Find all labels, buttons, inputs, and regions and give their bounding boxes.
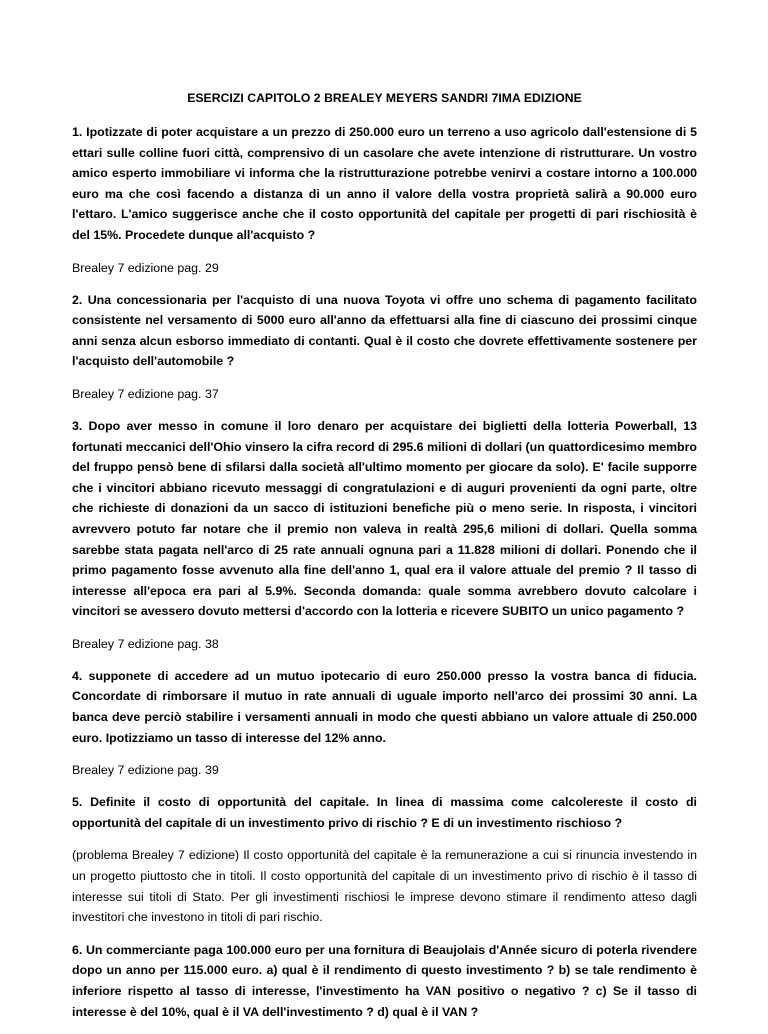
reference-1: Brealey 7 edizione pag. 29 [72,260,219,275]
question-2: 2. Una concessionaria per l'acquisto di una nuova Toyota vi offre uno schema di pagamento facilitato consistente nel versamento di 5000 euro all'anno da effettuarsi alla fine di ciascuno dei prossimi cinque anni senza alcun esborso immediato di contanti. Qual è il costo che dovrete effettivamente sostenere per l'acquisto dell'automobile ? [72,292,697,369]
reference-3: Brealey 7 edizione pag. 38 [72,636,219,651]
document-title: ESERCIZI CAPITOLO 2 BREALEY MEYERS SANDRI 7IMA EDIZIONE [187,91,582,105]
reference-4: Brealey 7 edizione pag. 39 [72,763,219,778]
reference-2: Brealey 7 edizione pag. 37 [72,386,219,401]
question-1: 1. Ipotizzate di poter acquistare a un prezzo di 250.000 euro un terreno a uso agricolo dall'estensione di 5 ettari sulle colline fuori città, comprensivo di un casolare che avete intenzione di ristrutturare. Un vostro amico esperto immobiliare vi informa che la ristrutturazione potrebbe venirvi a costare intorno a 100.000 euro ma che così facendo a distanza di un anno il valore della vostra proprietà salirà a 90.000 euro l'ettaro. L'amico suggerisce anche che il costo opportunità del capitale per progetti di pari rischiosità è del 15%. Procedete dunque all'acquisto ? [72,125,697,242]
document-page [72,88,697,1034]
question-6: 6. Un commerciante paga 100.000 euro per una fornitura di Beaujolais d'Année sicuro di poterla rivendere dopo un anno per 115.000 euro. a) qual è il rendimento di questo investimento ? b) se tale rendimento è inferiore rispetto al tasso di interesse, l'investimento ha VAN positivo o negativo ? c) Se il tasso di interesse è del 10%, qual è il VA dell'investimento ? d) qual è il VAN ? [72,942,697,1019]
question-5: 5. Definite il costo di opportunità del capitale. In linea di massima come calcolereste il costo di opportunità del capitale di un investimento privo di rischio ? E di un investimento rischioso ? [72,795,697,830]
question-3: 3. Dopo aver messo in comune il loro denaro per acquistare dei biglietti della lotteria Powerball, 13 fortunati meccanici dell'Ohio vinsero la cifra record di 295.6 milioni di dollari (un quattordicesimo membro del fruppo pensò bene di sfilarsi dalla società all'ultimo momento per giocare da solo). E' facile supporre che i vincitori abbiano ricevuto messaggi di congratulazioni e di auguri provenienti da ogni parte, oltre che richieste di donazioni da un sacco di istituzioni benefiche più o meno serie. In risposta, i vincitori avrevvero potuto far notare che il premio non valeva in realtà 295,6 milioni di dollari. Quella somma sarebbe stata pagata nell'arco di 25 rate annuali ognuna pari a 11.828 milioni di dollari. Ponendo che il primo pagamento fosse avvenuto alla fine dell'anno 1, qual era il valore attuale del premio ? Il tasso di interesse all'epoca era pari al 5.9%. Seconda domanda: quale somma avrebbero dovuto calcolare i vincitori se avessero dovuto mettersi d'accordo con la lotteria e ricevere SUBITO un unico pagamento ? [72,418,697,619]
answer-5: (problema Brealey 7 edizione) Il costo opportunità del capitale è la remunerazione a cui si rinuncia investendo in un progetto piuttosto che in titoli. Il costo opportunità del capitale di un investimento privo di rischio è il tasso di interesse sui titoli di Stato. Per gli investimenti rischiosi le imprese devono stimare il rendimento atteso dagli investitori che investono in titoli di pari rischio. [72,848,697,925]
question-4: 4. supponete di accedere ad un mutuo ipotecario di euro 250.000 presso la vostra banca di fiducia. Concordate di rimborsare il mutuo in rate annuali di uguale importo nell'arco dei prossimi 30 anni. La banca deve perciò stabilire i versamenti annuali in modo che questi abbiano un valore attuale di 250.000 euro. Ipotizziamo un tasso di interesse del 12% anno. [72,668,697,745]
